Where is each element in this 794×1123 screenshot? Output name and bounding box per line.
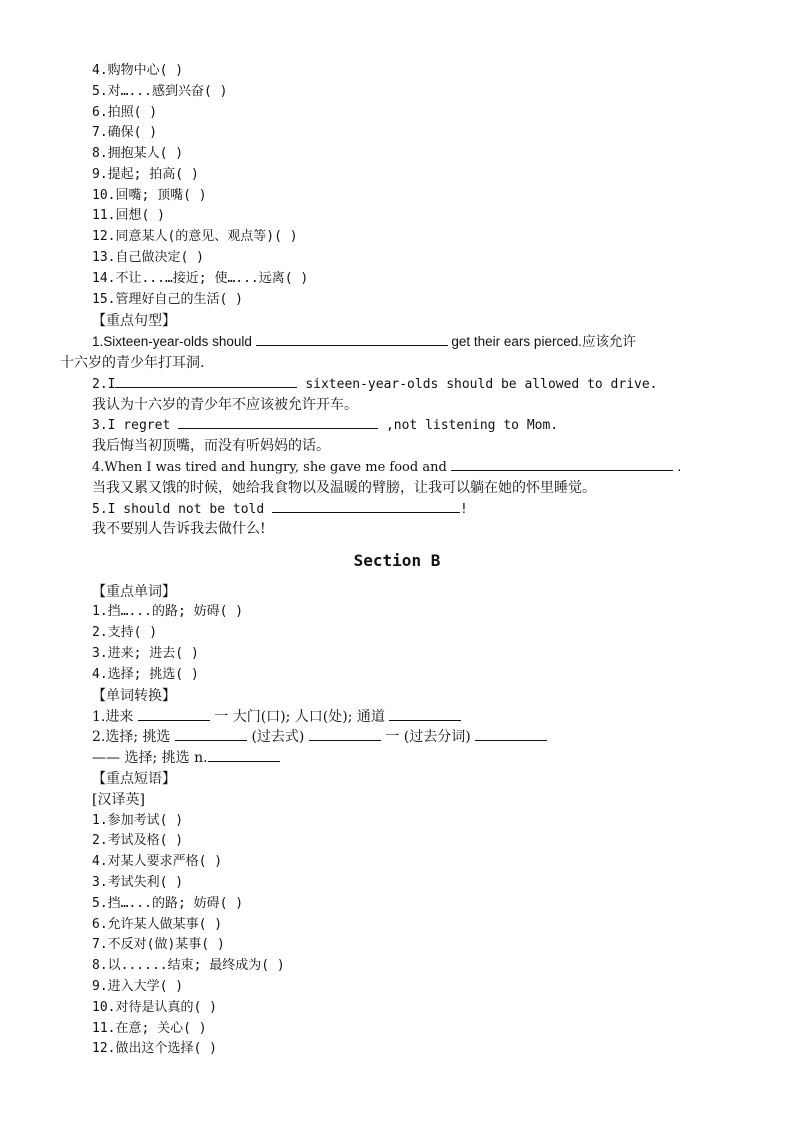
word-item: 1.挡…...的路; 妨碍( ) bbox=[92, 604, 244, 619]
answer-blank[interactable] bbox=[272, 500, 460, 513]
conversion-text: 1.进来 bbox=[92, 709, 134, 725]
sentence-text: ! bbox=[460, 502, 468, 517]
answer-blank[interactable] bbox=[208, 749, 280, 762]
sentence-1 bbox=[92, 333, 636, 351]
conversion-text: 一 (过去分词) bbox=[385, 729, 471, 745]
phrase-item: 3.考试失利( ) bbox=[92, 875, 184, 890]
sentence-text: 5.I should not be told bbox=[92, 502, 265, 517]
section-heading: 【重点句型】 bbox=[92, 313, 176, 329]
answer-blank[interactable] bbox=[451, 458, 673, 471]
sub-heading: [汉译英] bbox=[92, 792, 145, 808]
sentence-translation: 我认为十六岁的青少年不应该被允许开车。 bbox=[92, 397, 358, 413]
answer-blank[interactable] bbox=[138, 708, 210, 721]
phrase-item: 5.对…...感到兴奋( ) bbox=[92, 84, 228, 99]
phrase-item: 7.确保( ) bbox=[92, 125, 158, 140]
conversion-2 bbox=[92, 728, 547, 746]
conversion-1 bbox=[92, 708, 461, 726]
conversion-text: (过去式) bbox=[251, 729, 305, 745]
conversion-text: 一 大门(口); 人口(处); 通道 bbox=[214, 709, 385, 725]
sentence-2 bbox=[92, 375, 658, 394]
sentence-text: 4.When I was tired and hungry, she gave me food and bbox=[92, 460, 447, 475]
answer-blank[interactable] bbox=[256, 333, 448, 346]
word-item: 4.选择; 挑选( ) bbox=[92, 667, 199, 682]
phrase-item: 8.以......结束; 最终成为( ) bbox=[92, 958, 285, 973]
sentence-text: 2.I bbox=[92, 377, 116, 392]
sentence-translation: 我不要别人告诉我去做什么! bbox=[92, 521, 266, 537]
sentence-translation: 当我又累又饿的时候，她给我食物以及温暖的臂膀，让我可以躺在她的怀里睡觉。 bbox=[92, 480, 596, 496]
section-title: Section B bbox=[353, 551, 441, 570]
phrase-item: 12.做出这个选择( ) bbox=[92, 1041, 217, 1056]
phrase-item: 6.允许某人做某事( ) bbox=[92, 917, 223, 932]
sentence-translation: 我后悔当初顶嘴，而没有听妈妈的话。 bbox=[92, 438, 330, 454]
answer-blank[interactable] bbox=[475, 728, 547, 741]
phrase-item: 11.在意; 关心( ) bbox=[92, 1021, 207, 1036]
answer-blank[interactable] bbox=[115, 375, 297, 388]
answer-blank[interactable] bbox=[309, 728, 381, 741]
sentence-text: . bbox=[677, 460, 682, 475]
word-item: 2.支持( ) bbox=[92, 625, 158, 640]
sentence-text: ,not listening to Mom. bbox=[385, 418, 559, 433]
answer-blank[interactable] bbox=[178, 416, 378, 429]
phrase-item: 1.参加考试( ) bbox=[92, 813, 184, 828]
phrase-item: 11.回想( ) bbox=[92, 208, 165, 223]
sentence-text: get their ears pierced.应该允许 bbox=[451, 334, 636, 349]
sentence-number: 1. bbox=[92, 334, 104, 349]
conversion-text: 2.选择; 挑选 bbox=[92, 729, 171, 745]
section-heading: 【单词转换】 bbox=[92, 688, 176, 704]
phrase-item: 8.拥抱某人( ) bbox=[92, 146, 184, 161]
phrase-item: 9.进入大学( ) bbox=[92, 979, 184, 994]
phrase-item: 4.购物中心( ) bbox=[92, 63, 184, 78]
sentence-3 bbox=[92, 416, 558, 435]
phrase-item: 4.对某人要求严格( ) bbox=[92, 854, 223, 869]
answer-blank[interactable] bbox=[389, 708, 461, 721]
sentence-text: 3.I regret bbox=[92, 418, 171, 433]
word-item: 3.进来; 进去( ) bbox=[92, 646, 199, 661]
phrase-item: 7.不反对(做)某事( ) bbox=[92, 937, 225, 952]
phrase-item: 6.拍照( ) bbox=[92, 105, 158, 120]
phrase-item: 12.同意某人(的意见、观点等)( ) bbox=[92, 229, 298, 244]
sentence-translation: 十六岁的青少年打耳洞. bbox=[60, 355, 205, 371]
phrase-item: 5.挡…...的路; 妨碍( ) bbox=[92, 896, 244, 911]
conversion-3 bbox=[92, 749, 280, 767]
phrase-item: 10.回嘴; 顶嘴( ) bbox=[92, 188, 207, 203]
sentence-5 bbox=[92, 500, 468, 519]
phrase-item: 14.不让...…接近; 使…...远离( ) bbox=[92, 271, 309, 286]
sentence-text: Sixteen-year-olds should bbox=[103, 334, 252, 349]
answer-blank[interactable] bbox=[175, 728, 247, 741]
phrase-item: 13.自己做决定( ) bbox=[92, 250, 204, 265]
phrase-item: 15.管理好自己的生活( ) bbox=[92, 292, 243, 307]
conversion-text: —— 选择; 挑选 n. bbox=[92, 750, 208, 766]
sentence-4 bbox=[92, 458, 681, 477]
phrase-item: 2.考试及格( ) bbox=[92, 833, 184, 848]
phrase-item: 10.对待是认真的( ) bbox=[92, 1000, 217, 1015]
section-heading: 【重点短语】 bbox=[92, 771, 176, 787]
section-heading: 【重点单词】 bbox=[92, 584, 176, 600]
phrase-item: 9.提起; 拍高( ) bbox=[92, 167, 199, 182]
sentence-text: sixteen-year-olds should be allowed to drive. bbox=[305, 377, 658, 392]
